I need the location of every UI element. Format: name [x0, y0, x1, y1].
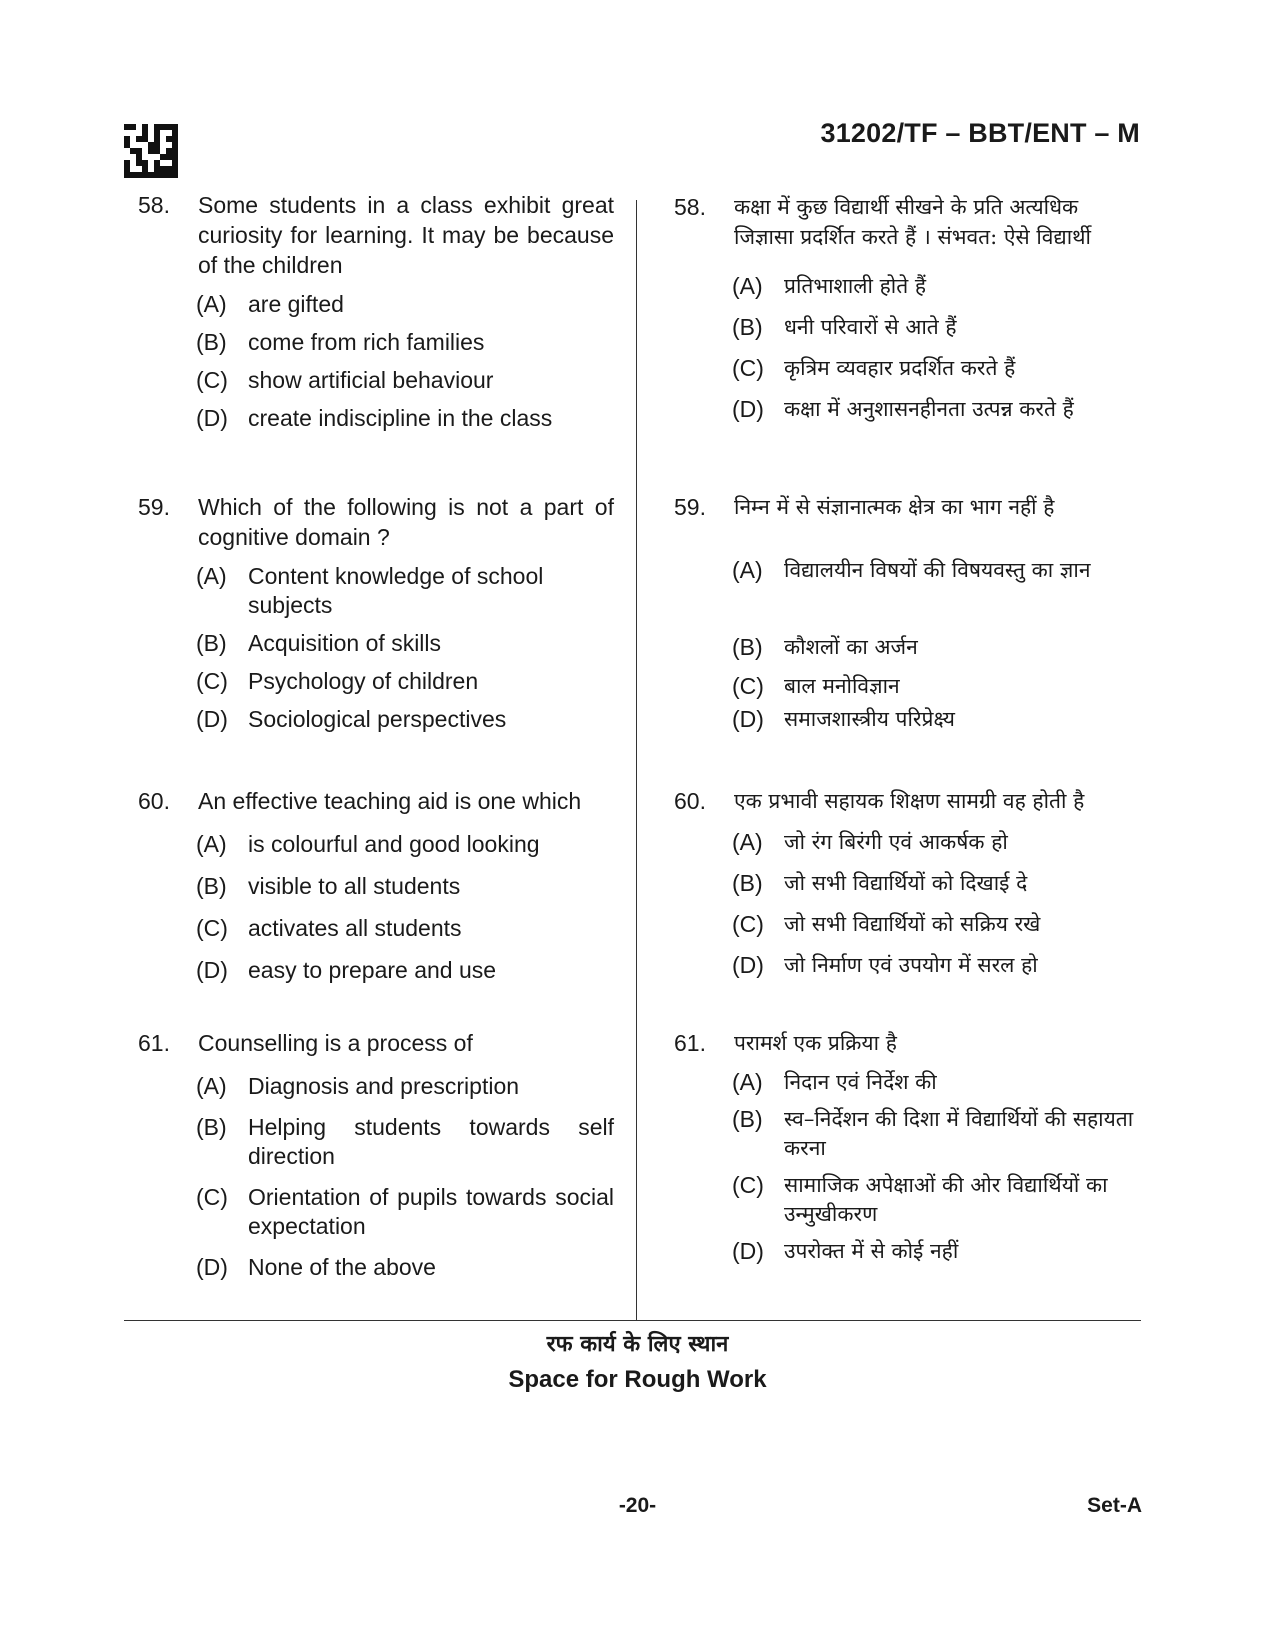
question-number: 59.	[138, 494, 170, 520]
option-label: (A)	[196, 831, 227, 857]
option-text: easy to prepare and use	[248, 957, 497, 983]
option-text: Acquisition of skills	[248, 630, 442, 656]
option-text: समाजशास्त्रीय परिप्रेक्ष्य	[784, 707, 955, 731]
option-label: (B)	[732, 314, 763, 340]
option-text: कृत्रिम व्यवहार प्रदर्शित करते हैं	[784, 356, 1016, 380]
option-text: show artificial behaviour	[248, 367, 494, 393]
question-text: Which of the following is not a part of cognitive domain ?	[198, 494, 614, 550]
option-text: Sociological perspectives	[248, 706, 507, 732]
rough-work-heading-hindi: रफ कार्य के लिए स्थान	[546, 1331, 729, 1357]
question-58-hi	[674, 192, 1140, 424]
option-label: (B)	[196, 1114, 227, 1140]
option-label: (B)	[196, 873, 227, 899]
option-label: (C)	[732, 911, 764, 937]
option-label: (B)	[196, 630, 227, 656]
option-label: (B)	[732, 870, 763, 896]
option-label: (C)	[732, 1172, 764, 1198]
option-label: (C)	[196, 668, 228, 694]
option-text: प्रतिभाशाली होते हैं	[784, 274, 927, 298]
question-text: An effective teaching aid is one which	[198, 788, 582, 814]
column-divider	[636, 200, 637, 1320]
option-text: Psychology of children	[248, 668, 479, 694]
option-text: सामाजिक अपेक्षाओं की ओर विद्यार्थियों का उन्मुखीकरण	[784, 1173, 1108, 1226]
option-text: Helping students towards self direction	[248, 1114, 614, 1169]
option-label: (D)	[732, 706, 764, 732]
question-number: 60.	[138, 788, 170, 814]
option-text: कक्षा में अनुशासनहीनता उत्पन्न करते हैं	[784, 397, 1074, 421]
option-label: (A)	[196, 291, 227, 317]
option-text: are gifted	[248, 291, 344, 317]
option-label: (D)	[196, 957, 228, 983]
option-text: निदान एवं निर्देश की	[784, 1070, 937, 1094]
option-label: (D)	[196, 405, 228, 431]
page-number: -20-	[618, 1494, 657, 1517]
option-label: (C)	[196, 367, 228, 393]
option-label: (D)	[196, 706, 228, 732]
option-text: Content knowledge of school subjects	[248, 563, 544, 618]
question-text: कक्षा में कुछ विद्यार्थी सीखने के प्रति अत्यधिक जिज्ञासा प्रदर्शित करते हैं । संभवत: ऐसे विद्यार्थी	[734, 195, 1091, 249]
option-label: (D)	[732, 952, 764, 978]
paper-code: 31202/TF – BBT/ENT – M	[820, 118, 1140, 148]
footer-rule	[124, 1320, 1141, 1321]
option-text: जो निर्माण एवं उपयोग में सरल हो	[784, 953, 1038, 977]
question-number: 58.	[138, 192, 170, 218]
question-59-en	[138, 492, 614, 734]
question-59-hi	[674, 492, 1140, 734]
option-text: जो रंग बिरंगी एवं आकर्षक हो	[784, 830, 1008, 854]
option-text: कौशलों का अर्जन	[784, 635, 918, 659]
question-text: एक प्रभावी सहायक शिक्षण सामग्री वह होती है	[734, 789, 1085, 813]
question-60-en	[138, 786, 614, 985]
option-label: (C)	[196, 1184, 228, 1210]
option-label: (D)	[732, 1238, 764, 1264]
option-text: जो सभी विद्यार्थियों को सक्रिय रखे	[784, 912, 1041, 936]
option-label: (A)	[196, 1073, 227, 1099]
question-58-en	[138, 190, 614, 433]
option-text: Diagnosis and prescription	[248, 1073, 520, 1099]
option-text: विद्यालयीन विषयों की विषयवस्तु का ज्ञान	[784, 558, 1091, 582]
option-text: बाल मनोविज्ञान	[784, 674, 900, 698]
option-label: (C)	[196, 915, 228, 941]
question-number: 61.	[674, 1030, 706, 1056]
option-text: धनी परिवारों से आते हैं	[784, 315, 957, 339]
option-text: उपरोक्त में से कोई नहीं	[784, 1239, 959, 1263]
question-61-en	[138, 1028, 614, 1282]
option-label: (A)	[732, 273, 763, 299]
option-label: (A)	[732, 829, 763, 855]
option-label: (D)	[732, 396, 764, 422]
option-label: (A)	[732, 1069, 763, 1095]
question-61-hi	[674, 1028, 1140, 1266]
qr-code-icon	[124, 124, 178, 178]
question-number: 59.	[674, 494, 706, 520]
option-text: come from rich families	[248, 329, 485, 355]
set-label: Set-A	[1087, 1494, 1142, 1517]
question-60-hi	[674, 786, 1140, 980]
option-text: create indiscipline in the class	[248, 405, 553, 431]
option-text: जो सभी विद्यार्थियों को दिखाई दे	[784, 871, 1028, 895]
question-number: 60.	[674, 788, 706, 814]
question-text: Some students in a class exhibit great curiosity for learning. It may be because of the children	[198, 192, 614, 278]
question-number: 58.	[674, 194, 706, 220]
question-text: निम्न में से संज्ञानात्मक क्षेत्र का भाग नहीं है	[734, 495, 1055, 519]
option-text: Orientation of pupils towards social expectation	[248, 1184, 614, 1239]
option-text: visible to all students	[248, 873, 461, 899]
option-label: (D)	[196, 1254, 228, 1280]
option-label: (B)	[196, 329, 227, 355]
option-text: स्व–निर्देशन की दिशा में विद्यार्थियों की सहायता करना	[784, 1107, 1134, 1160]
option-text: None of the above	[248, 1254, 436, 1280]
option-label: (B)	[732, 1106, 763, 1132]
option-text: activates all students	[248, 915, 462, 941]
option-label: (B)	[732, 634, 763, 660]
rough-work-heading: Space for Rough Work	[508, 1366, 767, 1393]
option-label: (C)	[732, 355, 764, 381]
option-label: (A)	[196, 563, 227, 589]
option-text: is colourful and good looking	[248, 831, 540, 857]
option-label: (A)	[732, 557, 763, 583]
question-text: Counselling is a process of	[198, 1030, 473, 1056]
question-number: 61.	[138, 1030, 170, 1056]
option-label: (C)	[732, 673, 764, 699]
question-text: परामर्श एक प्रक्रिया है	[734, 1031, 897, 1055]
